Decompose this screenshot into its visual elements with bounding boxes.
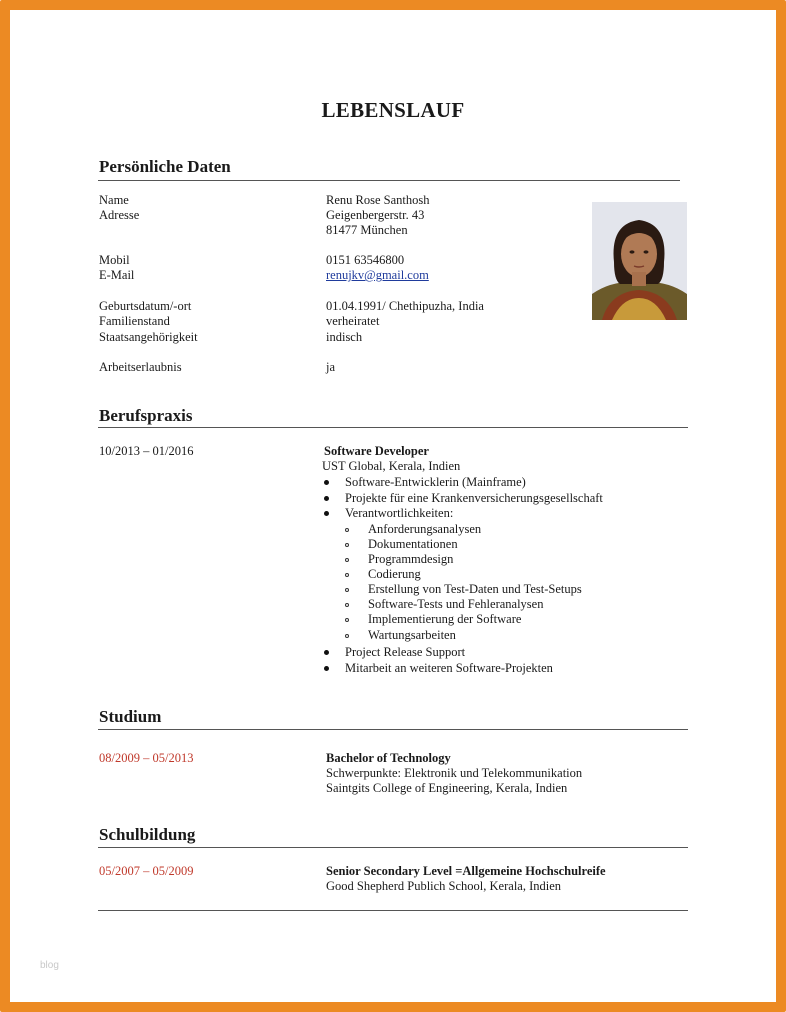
section-divider	[98, 427, 688, 428]
value-mobile: 0151 63546800	[326, 253, 405, 267]
value-nationality: indisch	[326, 330, 363, 344]
sub-bullet-icon	[345, 528, 349, 532]
watermark-text: blog	[40, 960, 59, 971]
experience-role: Software Developer	[324, 444, 429, 458]
portrait-image	[592, 202, 687, 320]
label-birth: Geburtsdatum/-ort	[99, 299, 192, 313]
label-name: Name	[99, 193, 129, 207]
value-address-city: 81477 München	[326, 223, 408, 237]
section-personal-heading: Persönliche Daten	[99, 157, 231, 176]
study-school: Saintgits College of Engineering, Kerala, Indien	[326, 781, 568, 795]
label-email: E-Mail	[99, 268, 135, 282]
section-experience-heading: Berufspraxis	[99, 406, 193, 425]
school-degree: Senior Secondary Level =Allgemeine Hochschulreife	[326, 864, 606, 878]
label-nationality: Staatsangehörigkeit	[99, 330, 198, 344]
school-period: 05/2007 – 05/2009	[99, 864, 194, 878]
section-study-heading: Studium	[99, 707, 162, 726]
section-divider	[98, 729, 688, 730]
bottom-divider	[98, 910, 688, 911]
bullet-icon	[324, 480, 329, 485]
bullet-icon	[324, 666, 329, 671]
sub-bullet-icon	[345, 618, 349, 622]
study-degree: Bachelor of Technology	[326, 751, 451, 765]
value-birth: 01.04.1991/ Chethipuzha, India	[326, 299, 484, 313]
sub-list-item: Programmdesign	[368, 552, 454, 566]
sub-list-item: Wartungsarbeiten	[368, 628, 456, 642]
study-period: 08/2009 – 05/2013	[99, 751, 194, 765]
profile-photo	[592, 202, 687, 320]
experience-company: UST Global, Kerala, Indien	[322, 459, 461, 473]
sub-list-item: Software-Tests und Fehleranalysen	[368, 597, 544, 611]
section-school-heading: Schulbildung	[99, 825, 196, 844]
label-mobile: Mobil	[99, 253, 130, 267]
section-divider	[98, 847, 688, 848]
list-item: Project Release Support	[345, 645, 466, 659]
experience-period: 10/2013 – 01/2016	[99, 444, 194, 458]
bullet-icon	[324, 650, 329, 655]
list-item: Software-Entwicklerin (Mainframe)	[345, 475, 526, 489]
school-name: Good Shepherd Publich School, Kerala, Indien	[326, 879, 562, 893]
bullet-icon	[324, 496, 329, 501]
label-work-permit: Arbeitserlaubnis	[99, 360, 182, 374]
value-address-street: Geigenbergerstr. 43	[326, 208, 425, 222]
value-work-permit: ja	[326, 360, 336, 374]
email-link[interactable]: renujkv@gmail.com	[326, 268, 429, 282]
study-focus: Schwerpunkte: Elektronik und Telekommunikation	[326, 766, 583, 780]
section-divider	[98, 180, 680, 181]
value-marital: verheiratet	[326, 314, 380, 328]
document-title: LEBENSLAUF	[321, 98, 465, 122]
sub-bullet-icon	[345, 543, 349, 547]
sub-bullet-icon	[345, 603, 349, 607]
sub-bullet-icon	[345, 634, 349, 638]
sub-list-item: Codierung	[368, 567, 421, 581]
bullet-icon	[324, 511, 329, 516]
sub-bullet-icon	[345, 588, 349, 592]
sub-list-item: Implementierung der Software	[368, 612, 522, 626]
value-name: Renu Rose Santhosh	[326, 193, 430, 207]
cv-page	[10, 10, 776, 1002]
sub-list-item: Dokumentationen	[368, 537, 458, 551]
list-item: Projekte für eine Krankenversicherungsgesellschaft	[345, 491, 603, 505]
sub-bullet-icon	[345, 558, 349, 562]
list-item: Mitarbeit an weiteren Software-Projekten	[345, 661, 553, 675]
sub-list-item: Erstellung von Test-Daten und Test-Setups	[368, 582, 582, 596]
label-marital: Familienstand	[99, 314, 170, 328]
sub-bullet-icon	[345, 573, 349, 577]
sub-list-item: Anforderungsanalysen	[368, 522, 482, 536]
label-address: Adresse	[99, 208, 140, 222]
list-item: Verantwortlichkeiten:	[345, 506, 454, 520]
